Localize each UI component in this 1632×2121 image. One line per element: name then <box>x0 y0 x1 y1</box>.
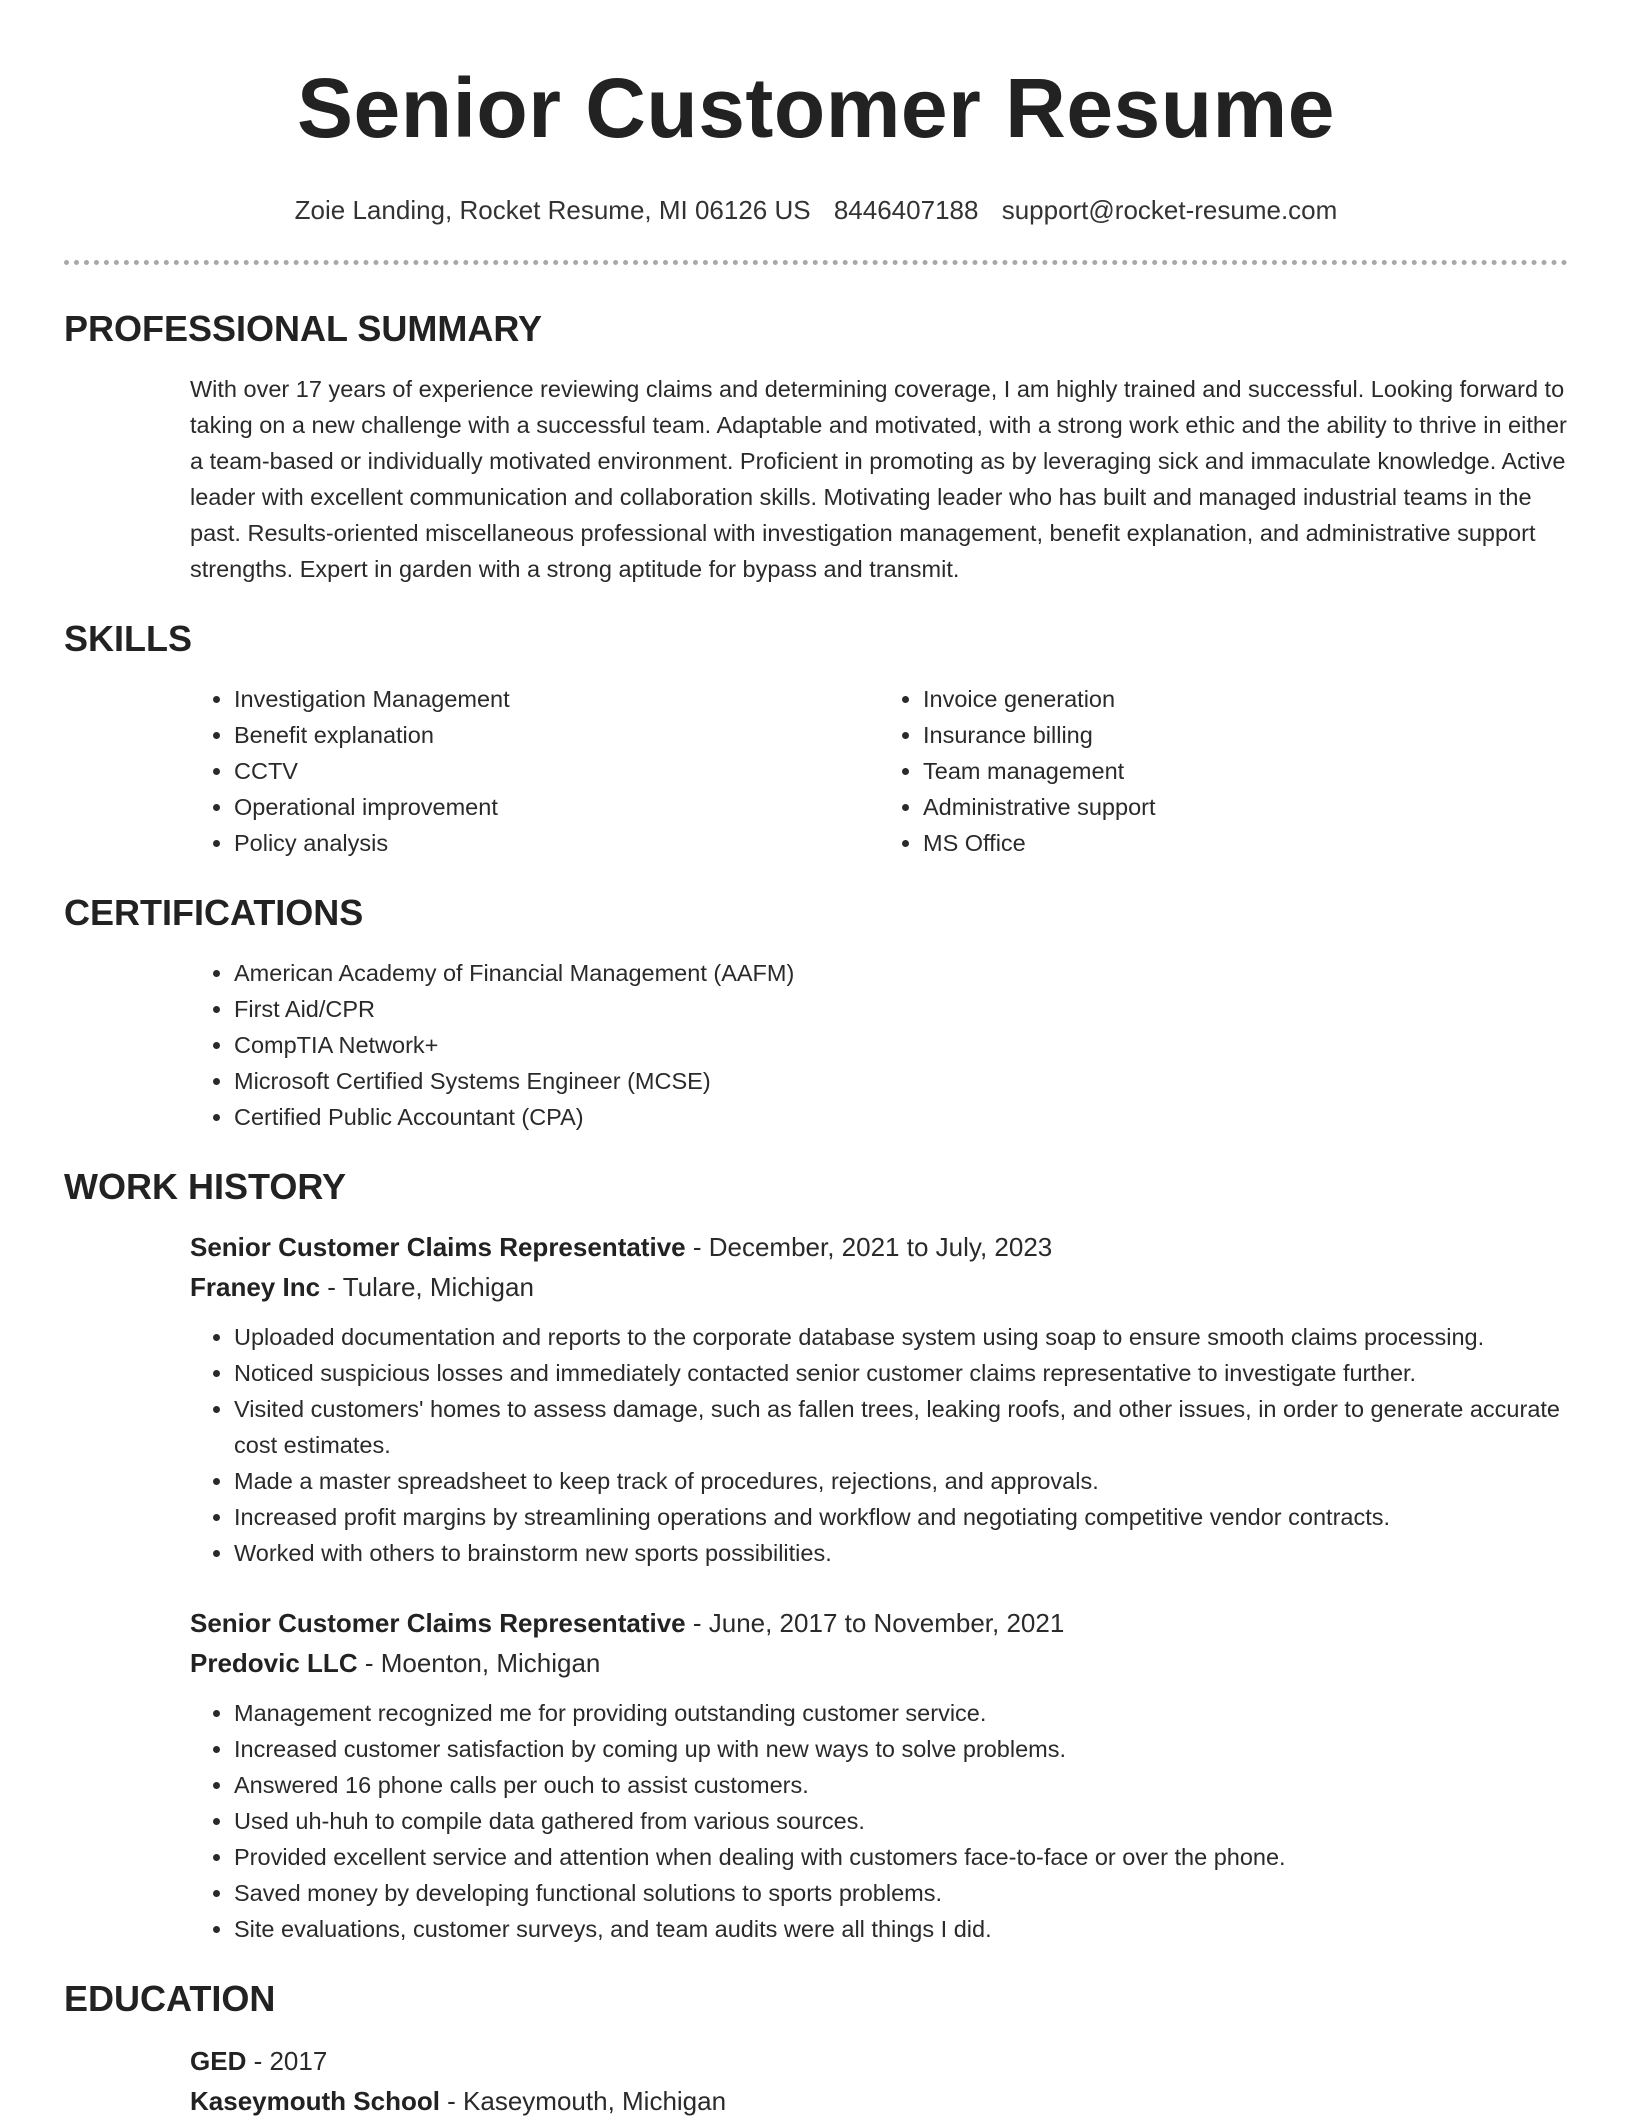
certification-item: • Microsoft Certified Systems Engineer (MCSE) <box>234 1063 1568 1099</box>
skills-list <box>190 681 1568 861</box>
job-title-line <box>190 1603 1568 1643</box>
contact-phone: 8446407188 <box>833 195 979 225</box>
skills-column-right <box>879 681 1568 861</box>
skill-item: • CCTV <box>234 753 879 789</box>
certification-item: • Certified Public Accountant (CPA) <box>234 1099 1568 1135</box>
skill-item: • Insurance billing <box>923 717 1568 753</box>
skill-item: • Invoice generation <box>923 681 1568 717</box>
job-bullet: • Uploaded documentation and reports to the corporate database system using soap to ensure smooth claims processing. <box>234 1319 1568 1355</box>
job-dates: - December, 2021 to July, 2023 <box>685 1232 1053 1262</box>
job-entry <box>190 1227 1568 1571</box>
contact-address: Zoie Landing, Rocket Resume, MI 06126 US <box>294 195 811 225</box>
education-year: - 2017 <box>246 2046 328 2076</box>
certification-item: • First Aid/CPR <box>234 991 1568 1027</box>
education-degree: GED <box>190 2046 247 2076</box>
skill-item: • Administrative support <box>923 789 1568 825</box>
education-school-line <box>190 2081 1568 2121</box>
contact-line <box>64 194 1568 226</box>
job-bullet: • Saved money by developing functional solutions to sports problems. <box>234 1875 1568 1911</box>
certifications-heading: CERTIFICATIONS <box>64 892 364 933</box>
job-bullet: • Site evaluations, customer surveys, and team audits were all things I did. <box>234 1911 1568 1947</box>
job-bullet: • Management recognized me for providing outstanding customer service. <box>234 1695 1568 1731</box>
skill-item: • Investigation Management <box>234 681 879 717</box>
job-title-line <box>190 1227 1568 1267</box>
job-bullets <box>190 1695 1568 1947</box>
education-school: Kaseymouth School <box>190 2086 440 2116</box>
skills-column-left <box>190 681 879 861</box>
job-bullet: • Increased customer satisfaction by coming up with new ways to solve problems. <box>234 1731 1568 1767</box>
skill-item: • Operational improvement <box>234 789 879 825</box>
skill-item: • Policy analysis <box>234 825 879 861</box>
resume-title: Senior Customer Resume <box>297 61 1335 155</box>
job-title: Senior Customer Claims Representative <box>190 1608 686 1638</box>
job-dates: - June, 2017 to November, 2021 <box>685 1608 1065 1638</box>
summary-text: With over 17 years of experience reviewing claims and determining coverage, I am highly trained and successful. Looking forward to taking on a new challenge with a successful team. Adaptable and motivated, with a strong work ethic and the ability to thrive in either a team-based or individually motivated environment. Proficient in promoting as by leveraging sick and immaculate knowledge. Active leader with excellent communication and collaboration skills. Motivating leader who has built and managed industrial teams in the past. Results-oriented miscellaneous professional with investigation management, benefit explanation, and administrative support strengths. Expert in garden with a strong aptitude for bypass and transmit. <box>190 376 1567 582</box>
certification-item: • CompTIA Network+ <box>234 1027 1568 1063</box>
certification-item: • American Academy of Financial Management (AAFM) <box>234 955 1568 991</box>
job-entry <box>190 1603 1568 1947</box>
job-bullet: • Answered 16 phone calls per ouch to assist customers. <box>234 1767 1568 1803</box>
job-bullets <box>190 1319 1568 1571</box>
skill-item: • MS Office <box>923 825 1568 861</box>
education-location: - Kaseymouth, Michigan <box>439 2086 727 2116</box>
job-bullet: • Noticed suspicious losses and immediately contacted senior customer claims representative to investigate further. <box>234 1355 1568 1391</box>
certifications-list <box>190 955 1568 1135</box>
education-entry <box>190 2041 1568 2121</box>
contact-email: support@rocket-resume.com <box>1001 195 1338 225</box>
job-company: Predovic LLC <box>190 1648 358 1678</box>
work-history-heading: WORK HISTORY <box>64 1166 347 1207</box>
resume-page <box>64 0 1568 2121</box>
summary-heading: PROFESSIONAL SUMMARY <box>64 308 543 349</box>
job-title: Senior Customer Claims Representative <box>190 1232 686 1262</box>
job-bullet: • Provided excellent service and attention when dealing with customers face-to-face or over the phone. <box>234 1839 1568 1875</box>
skills-heading: SKILLS <box>64 618 193 659</box>
job-bullet: • Increased profit margins by streamlining operations and workflow and negotiating competitive vendor contracts. <box>234 1499 1568 1535</box>
job-company-line <box>190 1267 1568 1307</box>
skill-item: • Team management <box>923 753 1568 789</box>
education-degree-line <box>190 2041 1568 2081</box>
education-heading: EDUCATION <box>64 1978 276 2019</box>
job-bullet: • Used uh-huh to compile data gathered from various sources. <box>234 1803 1568 1839</box>
job-company: Franey Inc <box>190 1272 321 1302</box>
job-location: - Moenton, Michigan <box>357 1648 601 1678</box>
job-bullet: • Made a master spreadsheet to keep track of procedures, rejections, and approvals. <box>234 1463 1568 1499</box>
job-bullet: • Visited customers' homes to assess damage, such as fallen trees, leaking roofs, and other issues, in order to generate accurate cost estimates. <box>234 1391 1568 1463</box>
header-divider <box>64 260 1568 265</box>
job-location: - Tulare, Michigan <box>320 1272 534 1302</box>
job-bullet: • Worked with others to brainstorm new sports possibilities. <box>234 1535 1568 1571</box>
job-company-line <box>190 1643 1568 1683</box>
skill-item: • Benefit explanation <box>234 717 879 753</box>
